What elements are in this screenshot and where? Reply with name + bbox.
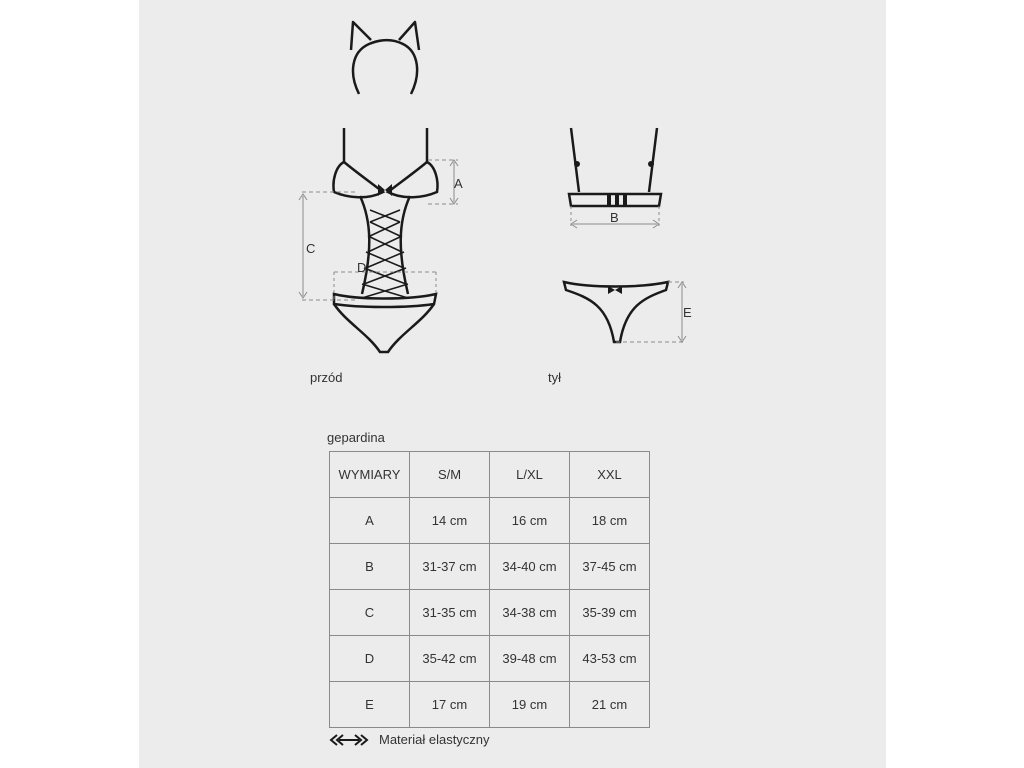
table-row xyxy=(330,590,650,636)
front-view-caption: przód xyxy=(310,370,343,385)
size-table xyxy=(329,451,650,728)
product-name: gepardina xyxy=(327,430,385,445)
table-cell: 39-48 cm xyxy=(490,636,570,682)
dim-label-b: B xyxy=(610,210,619,225)
table-row xyxy=(330,636,650,682)
table-cell: A xyxy=(330,498,410,544)
table-header-cell: WYMIARY xyxy=(330,452,410,498)
table-cell: 17 cm xyxy=(410,682,490,728)
table-cell: B xyxy=(330,544,410,590)
table-cell: 37-45 cm xyxy=(570,544,650,590)
dim-label-d: D xyxy=(357,260,367,275)
table-cell: 21 cm xyxy=(570,682,650,728)
table-row xyxy=(330,682,650,728)
legend-label: Materiał elastyczny xyxy=(379,732,490,747)
table-cell: 31-37 cm xyxy=(410,544,490,590)
table-header-cell: L/XL xyxy=(490,452,570,498)
table-cell: 34-38 cm xyxy=(490,590,570,636)
table-cell: 43-53 cm xyxy=(570,636,650,682)
table-row xyxy=(330,498,650,544)
legend xyxy=(329,732,490,747)
dim-label-e: E xyxy=(683,305,692,320)
elastic-arrows-icon xyxy=(329,733,369,747)
table-cell: 16 cm xyxy=(490,498,570,544)
table-cell: 19 cm xyxy=(490,682,570,728)
table-header-row xyxy=(330,452,650,498)
back-bra-illustration xyxy=(565,122,665,232)
table-cell: 35-42 cm xyxy=(410,636,490,682)
table-header-cell: XXL xyxy=(570,452,650,498)
table-row xyxy=(330,544,650,590)
back-view-caption: tył xyxy=(548,370,561,385)
table-cell: E xyxy=(330,682,410,728)
front-bodysuit-illustration xyxy=(298,122,468,358)
table-cell: C xyxy=(330,590,410,636)
back-thong-illustration xyxy=(560,276,696,348)
dim-label-c: C xyxy=(306,241,316,256)
cat-ears-headband-illustration xyxy=(345,14,425,96)
table-cell: D xyxy=(330,636,410,682)
table-cell: 34-40 cm xyxy=(490,544,570,590)
table-cell: 14 cm xyxy=(410,498,490,544)
table-cell: 35-39 cm xyxy=(570,590,650,636)
table-cell: 18 cm xyxy=(570,498,650,544)
table-header-cell: S/M xyxy=(410,452,490,498)
table-cell: 31-35 cm xyxy=(410,590,490,636)
dim-label-a: A xyxy=(454,176,463,191)
